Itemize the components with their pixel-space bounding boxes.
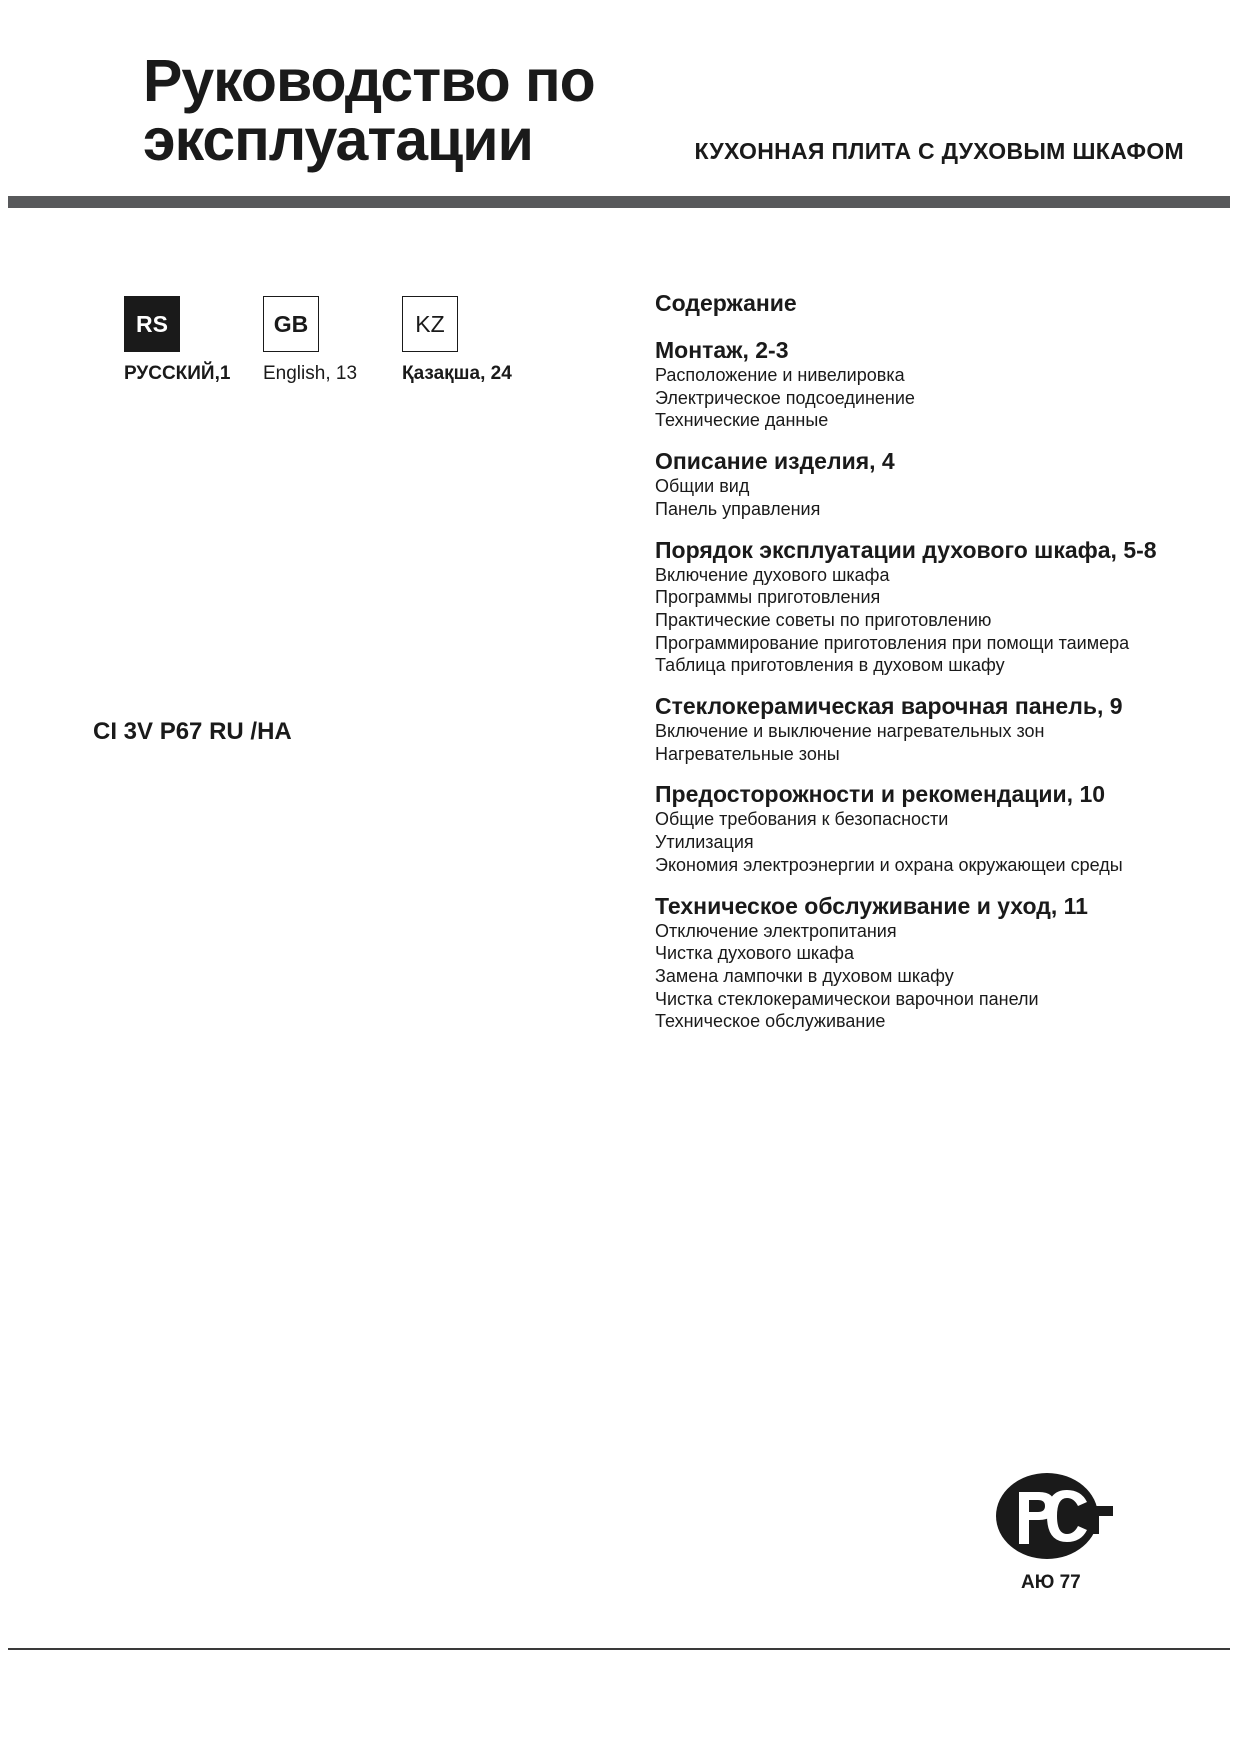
- toc-item[interactable]: Экономия электроэнергии и охрана окружающеи среды: [655, 854, 1123, 875]
- toc-item[interactable]: Замена лампочки в духовом шкафу: [655, 965, 954, 986]
- toc-section-heading[interactable]: Предосторожности и рекомендации, 10: [655, 781, 1106, 808]
- toc-section: [655, 694, 1195, 765]
- toc-section: [655, 538, 1195, 678]
- toc-item[interactable]: Расположение и нивелировка: [655, 365, 905, 385]
- toc-section-heading[interactable]: Стеклокерамическая варочная панель, 9: [655, 693, 1123, 720]
- product-subtitle: КУХОННАЯ ПЛИТА С ДУХОВЫМ ШКАФОМ: [694, 138, 1184, 164]
- language-label: Қазақша, 24: [402, 363, 512, 384]
- table-of-contents: [655, 290, 1195, 1050]
- toc-item[interactable]: Практические советы по приготовлению: [655, 609, 992, 630]
- toc-item[interactable]: Утилизация: [655, 832, 754, 853]
- footer-divider: [8, 1648, 1230, 1650]
- toc-item[interactable]: Электрическое подсоединение: [655, 387, 915, 408]
- toc-item[interactable]: Включение и выключение нагревательных зон: [655, 721, 1045, 742]
- toc-item[interactable]: Общие требования к безопасности: [655, 809, 949, 830]
- language-kz[interactable]: [402, 296, 512, 385]
- toc-item[interactable]: Общии вид: [655, 476, 750, 497]
- language-gb[interactable]: [263, 296, 357, 385]
- language-code-box[interactable]: KZ: [402, 296, 458, 352]
- toc-section-heading[interactable]: Описание изделия, 4: [655, 448, 895, 475]
- toc-section: [655, 449, 1195, 520]
- certification-code: АЮ 77: [1021, 1572, 1081, 1593]
- toc-section: [655, 338, 1195, 432]
- toc-item[interactable]: Нагревательные зоны: [655, 743, 840, 764]
- title-line-2: эксплуатации: [143, 107, 533, 173]
- model-number: CI 3V P67 RU /HA: [93, 718, 292, 745]
- page-title: [143, 48, 595, 173]
- toc-section: [655, 782, 1195, 876]
- toc-item[interactable]: Технические данные: [655, 410, 829, 431]
- toc-item[interactable]: Включение духового шкафа: [655, 564, 890, 585]
- language-label: English, 13: [263, 363, 358, 384]
- pct-logo-icon: [995, 1468, 1115, 1564]
- toc-item[interactable]: Таблица приготовления в духовом шкафу: [655, 655, 1005, 676]
- language-code-box[interactable]: RS: [124, 296, 180, 352]
- toc-item[interactable]: Отключение электропитания: [655, 920, 897, 941]
- language-code-box[interactable]: GB: [263, 296, 319, 352]
- toc-item[interactable]: Техническое обслуживание: [655, 1011, 886, 1032]
- toc-item[interactable]: Панель управления: [655, 498, 821, 519]
- toc-item[interactable]: Чистка духового шкафа: [655, 943, 854, 964]
- toc-title: Содержание: [655, 290, 797, 316]
- title-line-1: Руководство по: [143, 48, 595, 114]
- toc-section-heading[interactable]: Техническое обслуживание и уход, 11: [655, 892, 1088, 919]
- toc-item[interactable]: Программы приготовления: [655, 587, 881, 608]
- language-rs[interactable]: [124, 296, 230, 385]
- toc-section-heading[interactable]: Порядок эксплуатации духового шкафа, 5-8: [655, 536, 1157, 563]
- certification-mark: [995, 1468, 1115, 1593]
- toc-section-heading[interactable]: Монтаж, 2-3: [655, 337, 789, 363]
- toc-item[interactable]: Чистка стеклокерамическои варочнои панели: [655, 988, 1039, 1009]
- toc-section: [655, 894, 1195, 1034]
- toc-item[interactable]: Программирование приготовления при помощи таимера: [655, 632, 1130, 653]
- header-divider: [8, 196, 1230, 208]
- language-label: РУССКИЙ,1: [124, 363, 231, 384]
